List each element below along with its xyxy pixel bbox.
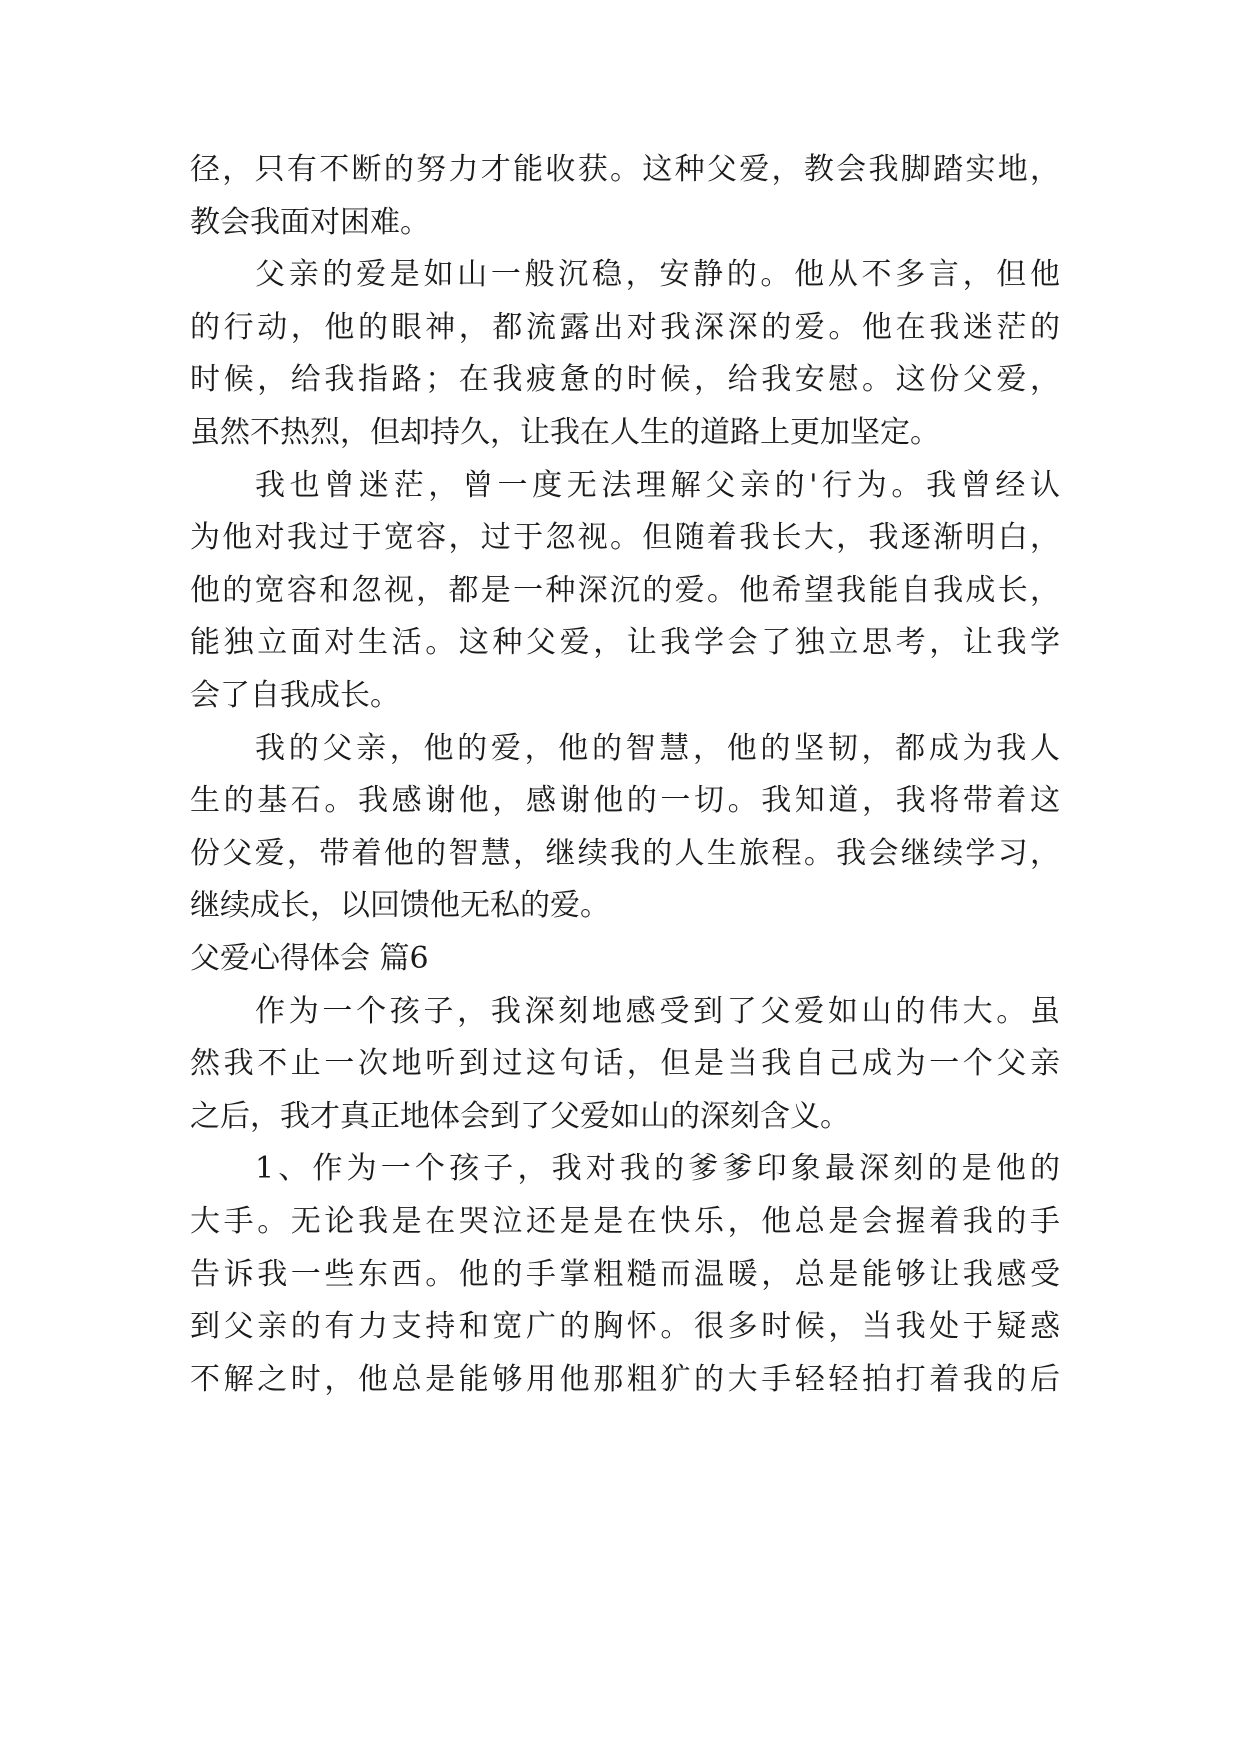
paragraph-line: 他的宽容和忽视，都是一种深沉的爱。他希望我能自我成长，: [190, 573, 1060, 608]
section-heading: 父爱心得体会 篇6: [190, 941, 429, 976]
paragraph-line: 父亲的爱是如山一般沉稳，安静的。他从不多言，但他: [255, 257, 1060, 292]
paragraph-line: 到父亲的有力支持和宽广的胸怀。很多时候，当我处于疑惑: [190, 1309, 1060, 1344]
paragraph-line: 告诉我一些东西。他的手掌粗糙而温暖，总是能够让我感受: [190, 1257, 1060, 1292]
paragraph-line: 作为一个孩子，我深刻地感受到了父爱如山的伟大。虽: [255, 994, 1060, 1029]
paragraph-line: 时候，给我指路；在我疲惫的时候，给我安慰。这份父爱，: [190, 362, 1060, 397]
paragraph-line: 生的基石。我感谢他，感谢他的一切。我知道，我将带着这: [190, 783, 1060, 818]
paragraph-line: 大手。无论我是在哭泣还是是在快乐，他总是会握着我的手: [190, 1204, 1060, 1239]
paragraph-line: 不解之时，他总是能够用他那粗犷的大手轻轻拍打着我的后: [190, 1362, 1060, 1397]
paragraph-line: 能独立面对生活。这种父爱，让我学会了独立思考，让我学: [190, 625, 1060, 660]
paragraph-line: 1、作为一个孩子，我对我的爹爹印象最深刻的是他的: [255, 1151, 1060, 1186]
paragraph-line: 我的父亲，他的爱，他的智慧，他的坚韧，都成为我人: [255, 731, 1060, 766]
paragraph-line: 会了自我成长。: [190, 678, 400, 713]
paragraph-line: 继续成长，以回馈他无私的爱。: [190, 888, 610, 923]
paragraph-line: 教会我面对困难。: [190, 205, 430, 240]
paragraph-line: 然我不止一次地听到过这句话，但是当我自己成为一个父亲: [190, 1046, 1060, 1081]
paragraph-line: 的行动，他的眼神，都流露出对我深深的爱。他在我迷茫的: [190, 310, 1060, 345]
paragraph-line: 之后，我才真正地体会到了父爱如山的深刻含义。: [190, 1099, 850, 1134]
paragraph-line: 为他对我过于宽容，过于忽视。但随着我长大，我逐渐明白，: [190, 520, 1060, 555]
paragraph-line: 径，只有不断的努力才能收获。这种父爱，教会我脚踏实地，: [190, 152, 1060, 187]
paragraph-line: 我也曾迷茫，曾一度无法理解父亲的'行为。我曾经认: [255, 468, 1060, 503]
paragraph-line: 虽然不热烈，但却持久，让我在人生的道路上更加坚定。: [190, 415, 940, 450]
paragraph-line: 份父爱，带着他的智慧，继续我的人生旅程。我会继续学习，: [190, 836, 1060, 871]
